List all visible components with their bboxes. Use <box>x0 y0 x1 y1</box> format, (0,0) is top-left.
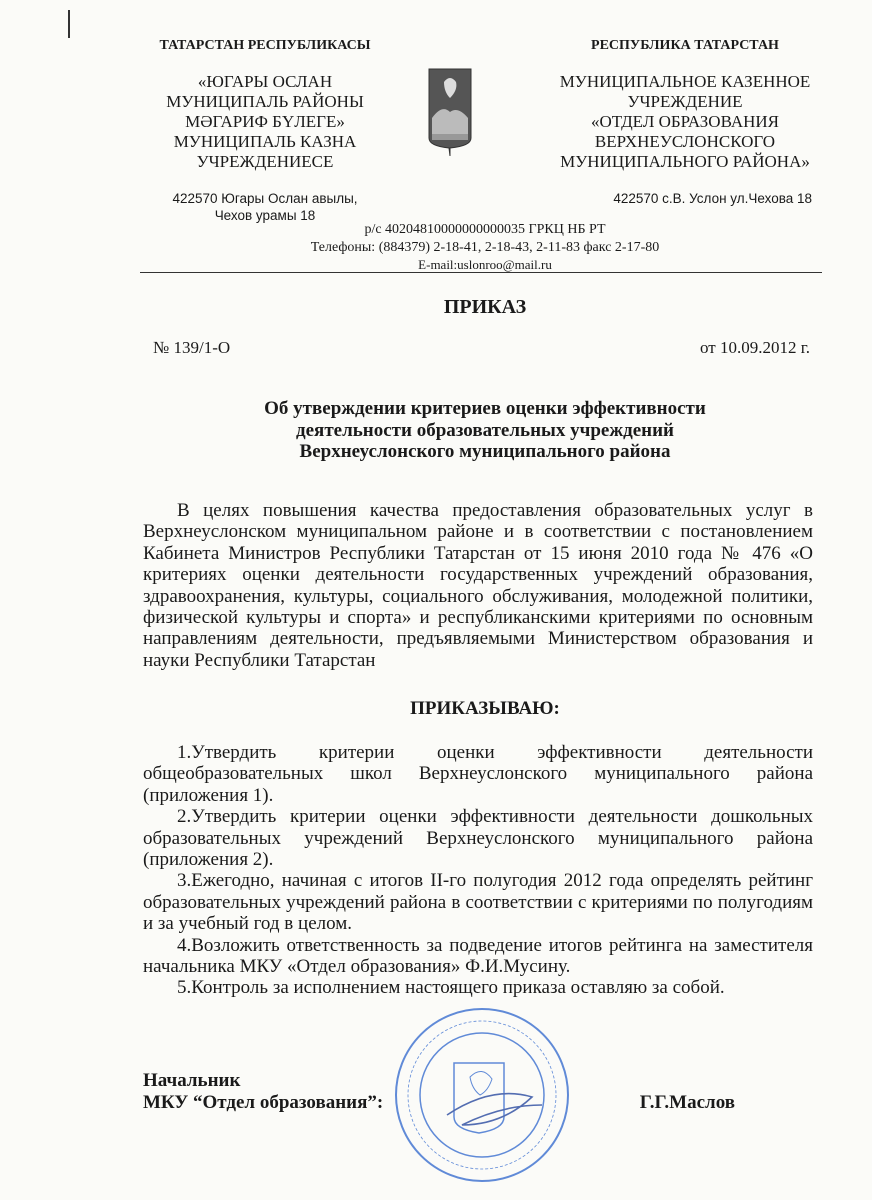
doc-number: № 139/1-О <box>153 338 231 357</box>
left-republic: ТАТАРСТАН РЕСПУБЛИКАСЫ <box>159 38 371 53</box>
title-line: деятельности образовательных учреждений <box>296 419 674 441</box>
org-line: МУНИЦИПАЛЬ КАЗНА <box>173 132 357 151</box>
org-line: МУНИЦИПАЛЬНОГО РАЙОНА» <box>560 152 810 171</box>
account-line: р/с 40204810000000000035 ГРКЦ НБ РТ <box>364 222 606 237</box>
intro-paragraph <box>143 500 813 671</box>
official-stamp <box>392 1005 572 1185</box>
intro-text: В целях повышения качества предоставления образовательных услуг в Верхнеуслонском муниципальном районе и в соответствии с постановлением Кабинета Министров Республики Татарстан от 15 июня 2010 года № 476 «О критериях оценки деятельности государственных учреждений образования, здравоохранения, культуры, социального обслуживания, молодежной политики, физической культуры и спорта» и республиканскими критериями по основным направлениям деятельности, предъявляемыми Министерством образования и науки Республики Татарстан <box>143 500 813 671</box>
right-republic: РЕСПУБЛИКА ТАТАРСТАН <box>591 38 779 53</box>
phones-line: Телефоны: (884379) 2-18-41, 2-18-43, 2-11-83 факс 2-17-80 <box>310 240 660 255</box>
right-address: 422570 с.В. Услон ул.Чехова 18 <box>613 191 812 206</box>
signature-position <box>143 1070 383 1114</box>
order-item: 4.Возложить ответственность за подведение итогов рейтинга на заместителя начальника МКУ «Отдел образования» Ф.И.Мусину. <box>143 934 813 978</box>
order-word: ПРИКАЗЫВАЮ: <box>410 698 560 719</box>
order-item: 2.Утвердить критерии оценки эффективности деятельности дошкольных образовательных учреждений Верхнеуслонского муниципального района (приложения 2). <box>143 806 813 871</box>
order-item: 3.Ежегодно, начиная с итогов II-го полугодия 2012 года определять рейтинг образовательных учреждений района в соответствии с критериями по полугодиям и за учебный год в целом. <box>143 870 813 935</box>
address-line: 422570 Югары Ослан авылы, <box>172 191 358 206</box>
org-line: УЧРЕЖДЕНИЕСЕ <box>196 152 334 171</box>
order-items <box>143 742 813 999</box>
title-line: Верхнеуслонского муниципального района <box>299 441 671 462</box>
org-line: МӘГАРИФ БҮЛЕГЕ» <box>185 112 345 131</box>
address-line: Чехов урамы 18 <box>214 208 316 223</box>
org-line: МУНИЦИПАЛЬ РАЙОНЫ <box>166 92 364 111</box>
position-line: Начальник <box>143 1070 241 1091</box>
header-divider <box>140 272 822 273</box>
org-line: МУНИЦИПАЛЬНОЕ КАЗЕННОЕ <box>559 72 811 91</box>
coat-of-arms-icon <box>428 68 472 156</box>
left-org-name <box>140 72 390 172</box>
org-line: «ОТДЕЛ ОБРАЗОВАНИЯ <box>590 112 780 131</box>
org-line: УЧРЕЖДЕНИЕ <box>627 92 743 111</box>
org-line: «ЮГАРЫ ОСЛАН <box>197 72 333 91</box>
left-address <box>140 190 390 224</box>
order-item: 5.Контроль за исполнением настоящего приказа оставляю за собой. <box>177 977 725 999</box>
org-line: ВЕРХНЕУСЛОНСКОГО <box>594 132 776 151</box>
right-org-name <box>540 72 830 172</box>
signatory-name: Г.Г.Маслов <box>639 1092 735 1113</box>
position-line: МКУ “Отдел образования”: <box>143 1092 384 1113</box>
email-line: E-mail:uslonroo@mail.ru <box>418 257 552 272</box>
title-line: Об утверждении критериев оценки эффективности <box>264 398 706 419</box>
doc-title <box>140 398 830 463</box>
scan-artifact <box>68 10 70 38</box>
doc-date: от 10.09.2012 г. <box>699 338 810 357</box>
order-item: 1.Утвердить критерии оценки эффективности деятельности общеобразовательных школ Верхнеуслонского муниципального района (приложения 1). <box>143 742 813 806</box>
doc-type: ПРИКАЗ <box>443 296 527 318</box>
